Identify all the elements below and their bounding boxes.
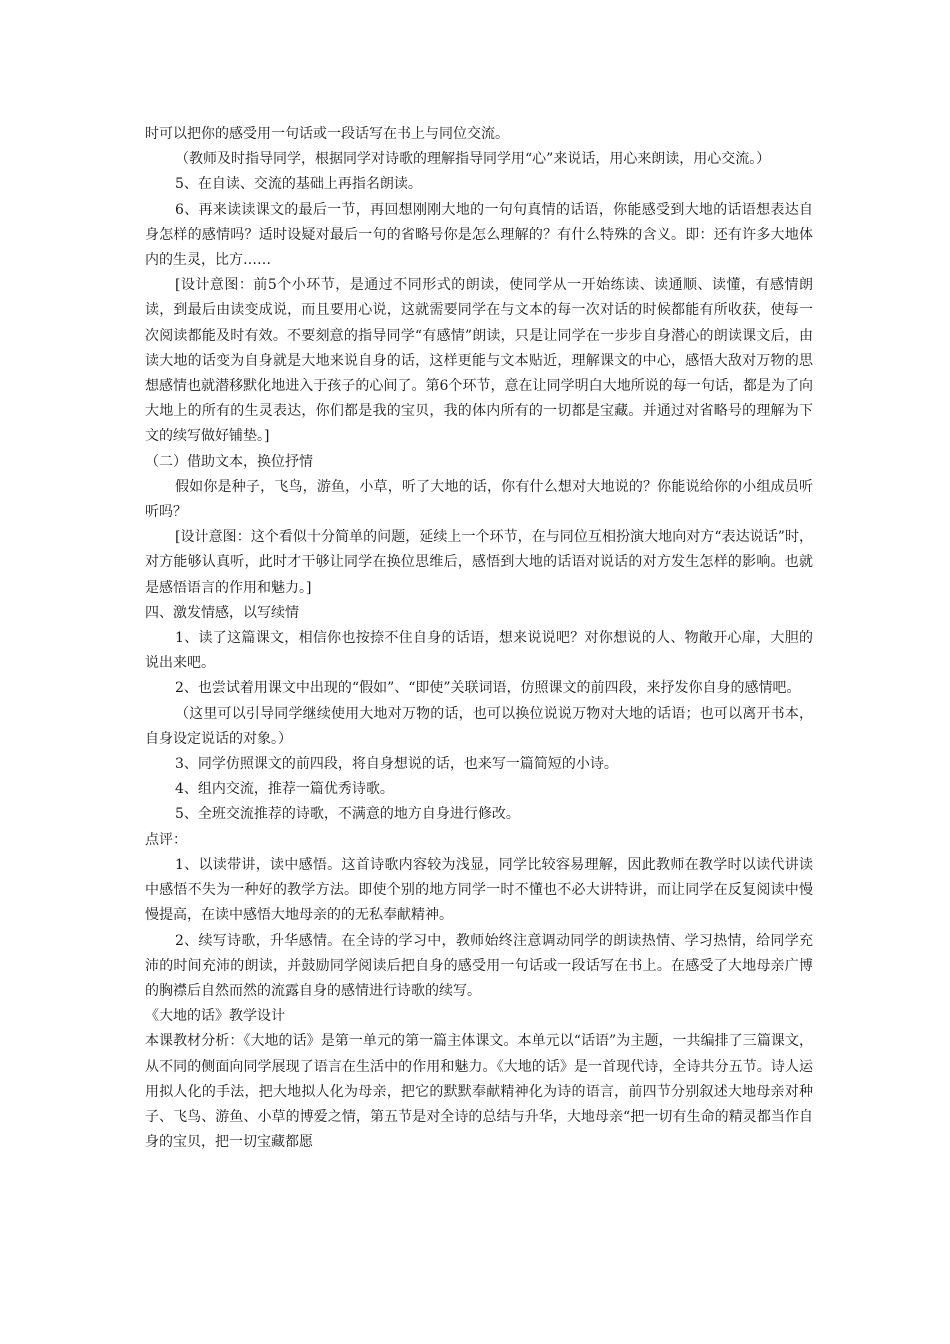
document-title: 《大地的话》教学设计: [145, 1008, 285, 1025]
section-heading: （二）借助文本，换位抒情: [145, 453, 313, 470]
section-heading: 四、激发情感，以写续情: [145, 604, 299, 621]
list-item: 2、续写诗歌，升华感情。在全诗的学习中，教师始终注意调动同学的朗读热情、学习热情，给同学充沛的时间充沛的朗读，并鼓励同学阅读后把自身的感受用一句话或一段话写在书上。在感受了大地母亲广博的胸襟后自然而然的流露自身的感情进行诗歌的续写。: [145, 932, 813, 999]
list-item: 1、以读带讲，读中感悟。这首诗歌内容较为浅显，同学比较容易理解，因此教师在教学时以读代讲读中感悟不失为一种好的教学方法。即使个别的地方同学一时不懂也不必大讲特讲，而让同学在反复阅读中慢慢提高，在读中感悟大地母亲的的无私奉献精神。: [145, 856, 813, 924]
paragraph: （这里可以引导同学继续使用大地对万物的话，也可以换位说说万物对大地的话语；也可以离开书本，自身设定说话的对象。）: [145, 705, 813, 747]
design-intent-note: [设计意图：前5个小环节，是通过不同形式的朗读，使同学从一开始练读、读通顺、读懂，有感情朗读，到最后由读变成说，而且要用心说，这就需要同学在与文本的每一次对话的时候都能有所收获，使每一次阅读都能及时有效。不要刻意的指导同学“有感情”朗读，只是让同学在一步步自身潜心的朗读课文后，由读大地的话变为自身就是大地来说自身的话，这样更能与文本贴近，理解课文的中心，感悟大敌对万物的思想感情也就潜移默化地进入于孩子的心间了。第6个环节，意在让同学明白大地所说的每一句话，都是为了向大地上的所有的生灵表达，你们都是我的宝贝，我的体内所有的一切都是宝藏。并通过对省略号的理解为下文的续写做好铺垫。]: [145, 277, 813, 445]
paragraph: （教师及时指导同学，根据同学对诗歌的理解指导同学用“心”来说话，用心来朗读，用心交流。）: [175, 151, 771, 168]
list-item: 1、读了这篇课文，相信你也按捺不住自身的话语，想来说说吧？对你想说的人、物敞开心扉，大胆的说出来吧。: [145, 630, 813, 672]
list-item: 4、组内交流，推荐一篇优秀诗歌。: [175, 781, 394, 798]
document-page: [145, 122, 813, 1155]
paragraph: 本课教材分析：《大地的话》是第一单元的第一篇主体课文。本单元以“话语”为主题，一共编排了三篇课文，从不同的侧面向同学展现了语言在生活中的作用和魅力。《大地的话》是一首现代诗，全诗共分五节。诗人运用拟人化的手法，把大地拟人化为母亲，把它的默默奉献精神化为诗的语言，前四节分别叙述大地母亲对种子、飞鸟、游鱼、小草的博爱之情，第五节是对全诗的总结与升华，大地母亲“把一切有生命的精灵都当作自身的宝贝，把一切宝藏都愿: [145, 1033, 813, 1151]
list-item: 2、也尝试着用课文中出现的“假如”、“即使”关联词语，仿照课文的前四段，来抒发你自身的感情吧。: [175, 680, 801, 697]
list-item: 5、全班交流推荐的诗歌，不满意的地方自身进行修改。: [175, 806, 520, 823]
paragraph: 假如你是种子，飞鸟，游鱼，小草，听了大地的话，你有什么想对大地说的？你能说给你的小组成员听听吗？: [145, 478, 813, 521]
section-heading: 点评：: [145, 831, 187, 848]
paragraph: 时可以把你的感受用一句话或一段话写在书上与同位交流。: [145, 126, 509, 142]
paragraph: 5、在自读、交流的基础上再指名朗读。: [175, 176, 422, 193]
design-intent-note: [设计意图：这个看似十分简单的问题，延续上一个环节，在与同位互相扮演大地向对方“表达说话”时，对方能够认真听，此时才干够让同学在换位思维后，感悟到大地的话语对说话的对方发生怎样的影响。也就是感悟语言的作用和魅力。]: [145, 529, 813, 596]
paragraph: 6、再来读读课文的最后一节，再回想刚刚大地的一句句真情的话语，你能感受到大地的话语想表达自身怎样的感情吗？适时设疑对最后一句的省略号你是怎么理解的？有什么特殊的含义。即：还有许多大地体内的生灵，比方……: [145, 201, 813, 269]
list-item: 3、同学仿照课文的前四段，将自身想说的话，也来写一篇简短的小诗。: [175, 756, 618, 773]
